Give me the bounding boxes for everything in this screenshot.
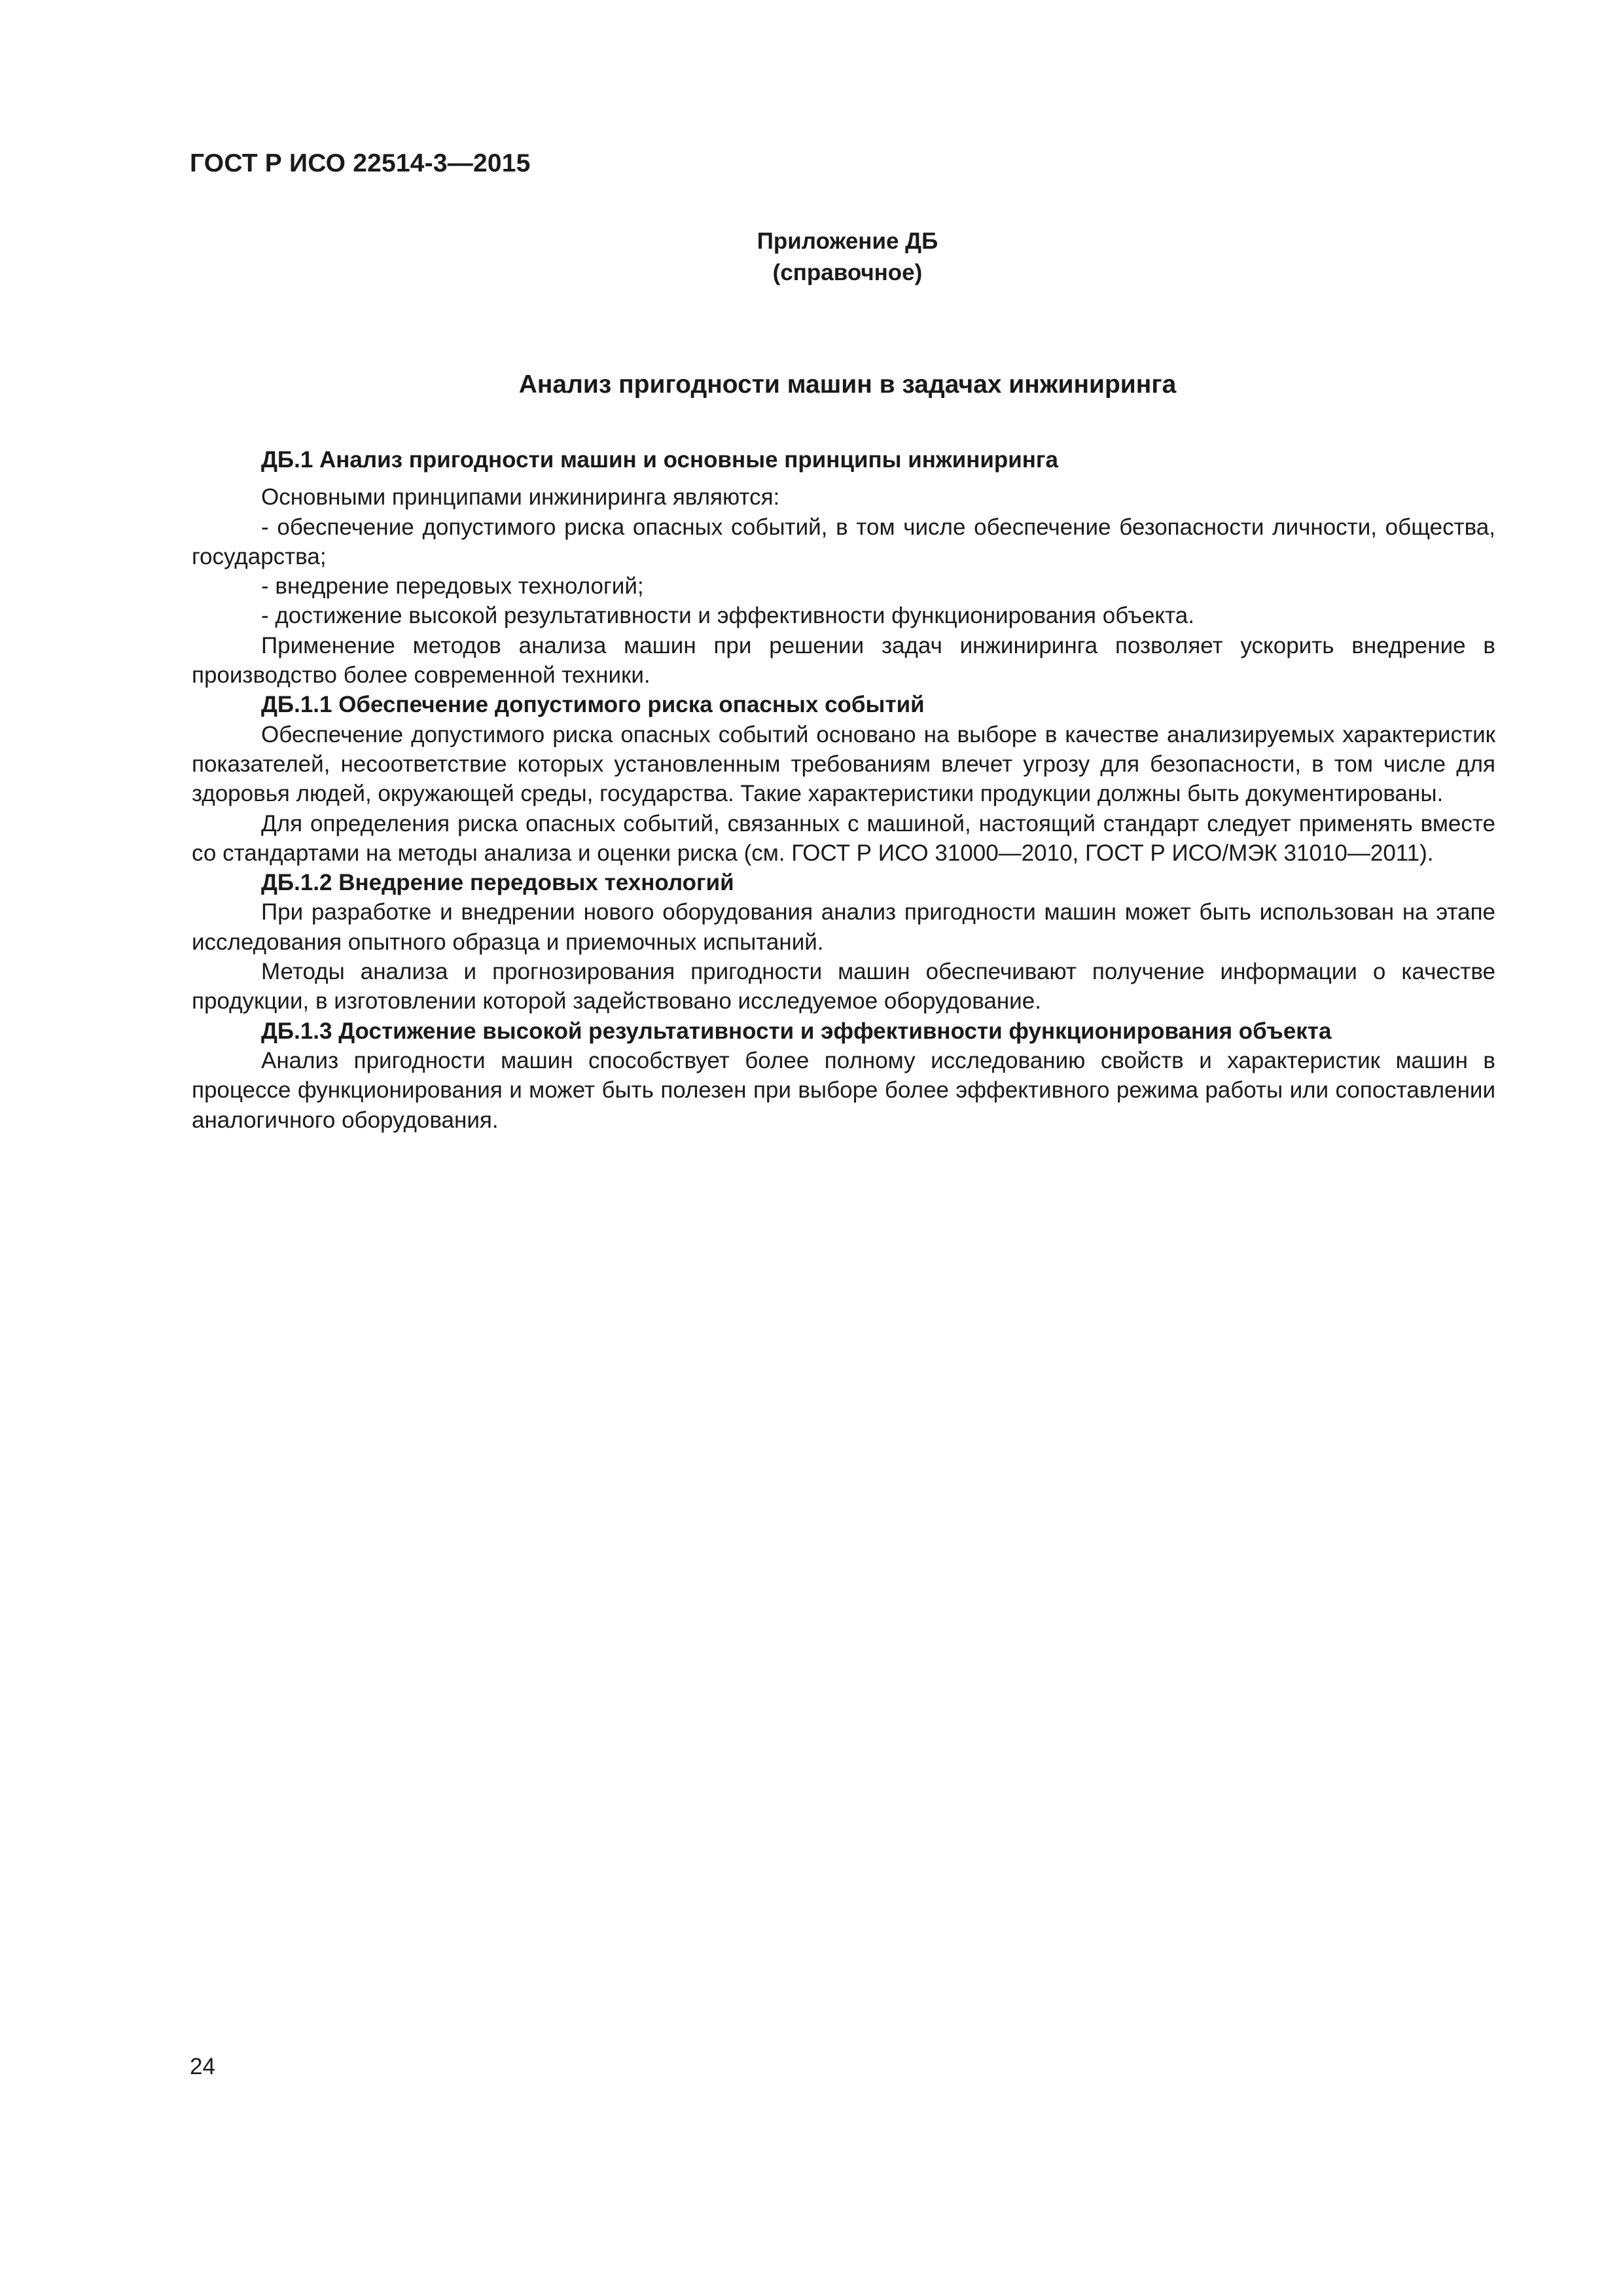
annex-title: Приложение ДБ [757, 228, 938, 254]
list-item: - обеспечение допустимого риска опасных событий, в том числе обеспечение безопасности личности, общества, государства; [192, 514, 1495, 569]
document-body [192, 445, 1495, 1135]
paragraph: Методы анализа и прогнозирования пригодности машин обеспечивают получение информации о качестве продукции, в изготовлении которой задействовано исследуемое оборудование. [192, 959, 1495, 1014]
paragraph: Для определения риска опасных событий, связанных с машиной, настоящий стандарт следует применять вместе со стандартами на методы анализа и оценки риска (см. ГОСТ Р ИСО 31000—2010, ГОСТ Р ИСО/МЭК 31010—2011). [192, 810, 1495, 866]
list-item: - достижение высокой результативности и эффективности функционирования объекта. [261, 603, 1194, 629]
list-item: - внедрение передовых технологий; [261, 573, 644, 600]
section-heading-db1-3: ДБ.1.3 Достижение высокой результативности и эффективности функционирования объекта [261, 1018, 1332, 1044]
section-heading-db1-1: ДБ.1.1 Обеспечение допустимого риска опасных событий [261, 692, 925, 718]
section-intro: Основными принципами инжиниринга являются: [261, 484, 780, 511]
page-number: 24 [190, 2054, 215, 2079]
section-heading-db1: ДБ.1 Анализ пригодности машин и основные принципы инжиниринга [261, 447, 1058, 473]
document-header: ГОСТ Р ИСО 22514-3—2015 [190, 149, 531, 177]
paragraph: Анализ пригодности машин способствует более полному исследованию свойств и характеристик машин в процессе функционирования и может быть полезен при выборе более эффективного режима работы или сопоставлении аналогичного оборудования. [192, 1047, 1495, 1133]
section-heading-db1-2: ДБ.1.2 Внедрение передовых технологий [261, 870, 734, 896]
paragraph: Обеспечение допустимого риска опасных событий основано на выборе в качестве анализируемых характеристик показателей, несоответствие которых установленным требованиям влечет угрозу для безопасности, в том числе для здоровья людей, окружающей среды, государства. Такие характеристики продукции должны быть документированы. [192, 721, 1495, 807]
annex-heading: Анализ пригодности машин в задачах инжиниринга [518, 370, 1177, 399]
annex-kind: (справочное) [772, 260, 923, 285]
paragraph: При разработке и внедрении нового оборудования анализ пригодности машин может быть использован на этапе исследования опытного образца и приемочных испытаний. [192, 899, 1495, 955]
paragraph: Применение методов анализа машин при решении задач инжиниринга позволяет ускорить внедрение в производство более современной техники. [192, 632, 1495, 689]
